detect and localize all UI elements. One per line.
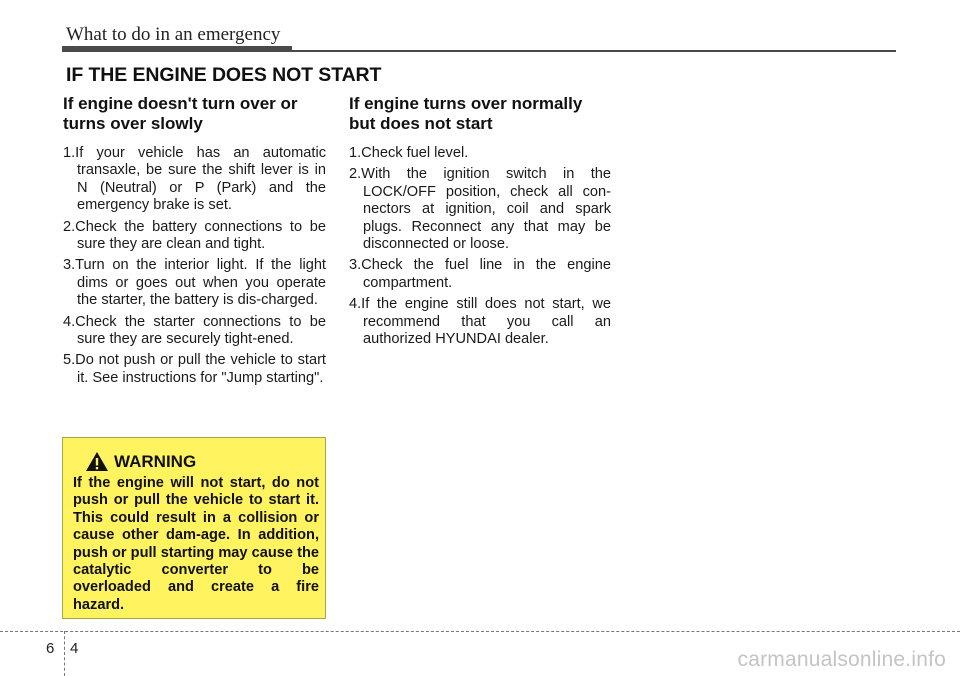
- left-column: [63, 94, 326, 391]
- chapter-title: What to do in an emergency: [66, 24, 281, 45]
- footer-divider: [64, 631, 65, 676]
- right-steps-list: [349, 145, 611, 348]
- section-title: IF THE ENGINE DOES NOT START: [66, 64, 382, 86]
- list-item: 2.Check the battery connections to be sure they are clean and tight.: [63, 218, 326, 253]
- header-bar: [62, 46, 292, 52]
- list-item: 2.With the ignition switch in the LOCK/OFF position, check all con-nectors at ignition, coil and spark plugs. Reconnect any that may be disconnected or loose.: [349, 166, 611, 253]
- list-item: 5.Do not push or pull the vehicle to start it. See instructions for "Jump starting".: [63, 352, 326, 386]
- header-rule: [292, 50, 896, 52]
- warning-label: WARNING: [114, 451, 197, 471]
- warning-triangle-icon: [85, 451, 109, 472]
- list-item: 1.Check fuel level.: [349, 145, 469, 161]
- left-heading: If engine doesn't turn over or turns over slowly: [63, 94, 298, 133]
- page-number: 4: [70, 640, 79, 657]
- chapter-number: 6: [46, 640, 55, 657]
- right-heading: If engine turns over normally but does not start: [349, 94, 583, 133]
- right-column: [349, 94, 611, 352]
- list-item: 3.Check the fuel line in the engine compartment.: [349, 257, 611, 291]
- list-item: 4.If the engine still does not start, we recommend that you call an authorized HYUNDAI dealer.: [349, 296, 611, 348]
- left-steps-list: [63, 145, 326, 387]
- watermark: carmanualsonline.info: [737, 648, 946, 671]
- warning-header: [85, 451, 196, 472]
- warning-box: [62, 437, 326, 619]
- list-item: 1.If your vehicle has an automatic transaxle, be sure the shift lever is in N (Neutral) or P (Park) and the emergency brake is set.: [63, 145, 326, 214]
- list-item: 3.Turn on the interior light. If the light dims or goes out when you operate the starter, the battery is dis-charged.: [63, 257, 326, 309]
- footer-rule: [0, 631, 960, 632]
- warning-text: If the engine will not start, do not push or pull the vehicle to start it. This could result in a collision or cause other dam-age. In addition, push or pull starting may cause the catalytic converter to be overloaded and create a fire hazard.: [73, 475, 319, 613]
- list-item: 4.Check the starter connections to be sure they are securely tight-ened.: [63, 313, 326, 348]
